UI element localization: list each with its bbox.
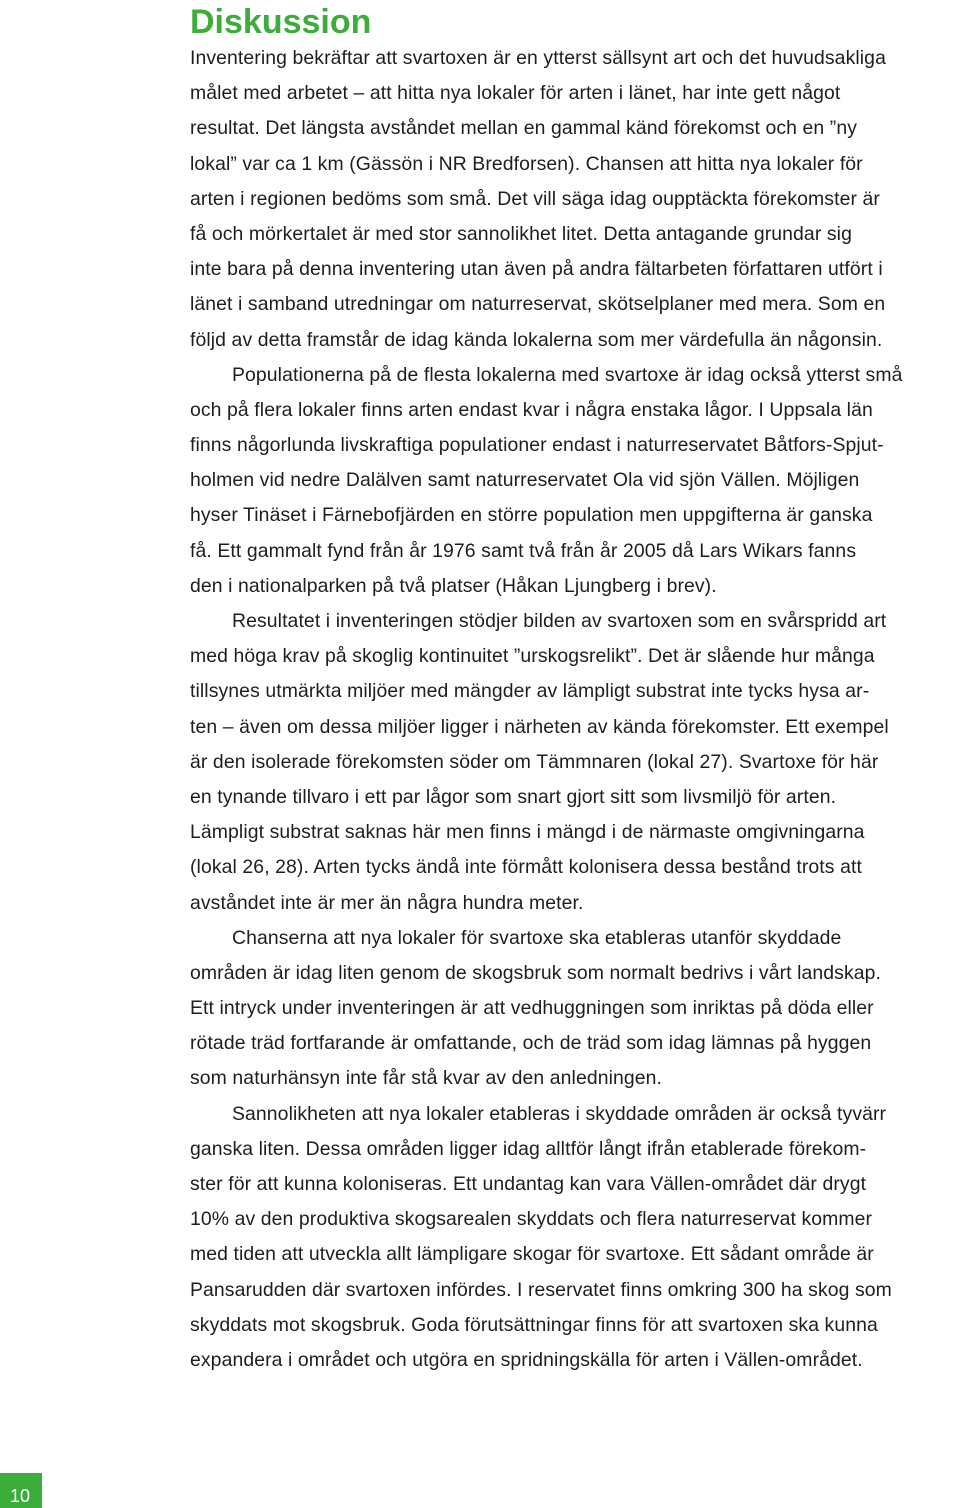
text-line: områden är idag liten genom de skogsbruk som normalt bedrivs i vårt landskap. [190, 961, 882, 984]
text-line: lokal” var ca 1 km (Gässön i NR Bredforsen). Chansen att hitta nya lokaler för [190, 152, 863, 175]
text-line: är den isolerade förekomsten söder om Tämmnaren (lokal 27). Svartoxe för här [190, 750, 879, 773]
text-line: rötade träd fortfarande är omfattande, och de träd som idag lämnas på hyggen [190, 1032, 872, 1055]
text-line: länet i samband utredningar om naturreservat, skötselplaner med mera. Som en [190, 293, 886, 316]
page-number: 10 [9, 1486, 31, 1506]
text-line: Resultatet i inventeringen stödjer bilden av svartoxen som en svårspridd art [232, 610, 887, 632]
text-line: en tynande tillvaro i ett par lågor som snart gjort sitt som livsmiljö för arten. [190, 785, 837, 808]
text-line: den i nationalparken på två platser (Håkan Ljungberg i brev). [190, 574, 717, 597]
text-line: Pansarudden där svartoxen infördes. I reservatet finns omkring 300 ha skog som [190, 1278, 892, 1301]
paragraph [190, 358, 960, 604]
text-line: få. Ett gammalt fynd från år 1976 samt två från år 2005 då Lars Wikars fanns [190, 539, 857, 562]
text-line: avståndet inte är mer än några hundra meter. [190, 891, 584, 914]
text-line: expandera i området och utgöra en spridningskälla för arten i Vällen-området. [190, 1348, 863, 1371]
text-line: och på flera lokaler finns arten endast kvar i några enstaka lågor. I Uppsala län [190, 398, 873, 421]
text-line: holmen vid nedre Dalälven samt naturreservatet Ola vid sjön Vällen. Möjligen [190, 469, 860, 492]
text-line: Sannolikheten att nya lokaler etableras i skyddade områden är också tyvärr [232, 1102, 887, 1125]
text-line: (lokal 26, 28). Arten tycks ändå inte förmått kolonisera dessa bestånd trots att [190, 856, 862, 879]
text-line: Inventering bekräftar att svartoxen är en ytterst sällsynt art och det huvudsakliga [190, 47, 886, 69]
text-line: med höga krav på skoglig kontinuitet ”urskogsrelikt”. Det är slående hur många [190, 645, 875, 668]
article-body [190, 41, 960, 1378]
text-line: ster för att kunna koloniseras. Ett undantag kan vara Vällen-området där drygt [190, 1173, 867, 1195]
text-line: följd av detta framstår de idag kända lokalerna som mer värdefulla än någonsin. [190, 328, 883, 351]
paragraph [190, 41, 960, 358]
text-line: målet med arbetet – att hitta nya lokaler för arten i länet, har inte gett något [190, 82, 841, 105]
text-line: Lämpligt substrat saknas här men finns i mängd i de närmaste omgivningarna [190, 821, 865, 844]
text-line: resultat. Det längsta avståndet mellan en gammal känd förekomst och en ”ny [190, 117, 858, 140]
text-line: 10% av den produktiva skogsarealen skyddats och flera naturreservat kommer [190, 1208, 873, 1231]
text-line: inte bara på denna inventering utan även på andra fältarbeten författaren utfört i [190, 258, 883, 281]
paragraph [190, 604, 960, 921]
text-line: ganska liten. Dessa områden ligger idag alltför långt ifrån etablerade förekom- [190, 1137, 867, 1160]
text-line: som naturhänsyn inte får stå kvar av den anledningen. [190, 1067, 663, 1090]
text-line: skyddats mot skogsbruk. Goda förutsättningar finns för att svartoxen ska kunna [190, 1313, 878, 1336]
text-line: Chanserna att nya lokaler för svartoxe ska etableras utanför skyddade [232, 926, 842, 949]
text-line: arten i regionen bedöms som små. Det vill säga idag oupptäckta förekomster är [190, 187, 880, 210]
text-line: få och mörkertalet är med stor sannolikhet litet. Detta antagande grundar sig [190, 222, 852, 245]
text-line: hyser Tinäset i Färnebofjärden en större population men uppgifterna är ganska [190, 504, 873, 527]
text-line: med tiden att utveckla allt lämpligare skogar för svartoxe. Ett sådant område är [190, 1243, 874, 1266]
text-line: ten – även om dessa miljöer ligger i närheten av kända förekomster. Ett exempel [190, 715, 889, 738]
text-line: Populationerna på de flesta lokalerna med svartoxe är idag också ytterst små [232, 363, 903, 386]
text-line: tillsynes utmärkta miljöer med mängder av lämpligt substrat inte tycks hysa ar- [190, 680, 870, 703]
page-title: Diskussion [190, 3, 372, 41]
paragraph [190, 1097, 960, 1379]
paragraph [190, 921, 960, 1097]
text-line: finns någorlunda livskraftiga populationer endast i naturreservatet Båtfors-Spjut- [190, 434, 884, 457]
text-line: Ett intryck under inventeringen är att vedhuggningen som inriktas på döda eller [190, 997, 874, 1020]
